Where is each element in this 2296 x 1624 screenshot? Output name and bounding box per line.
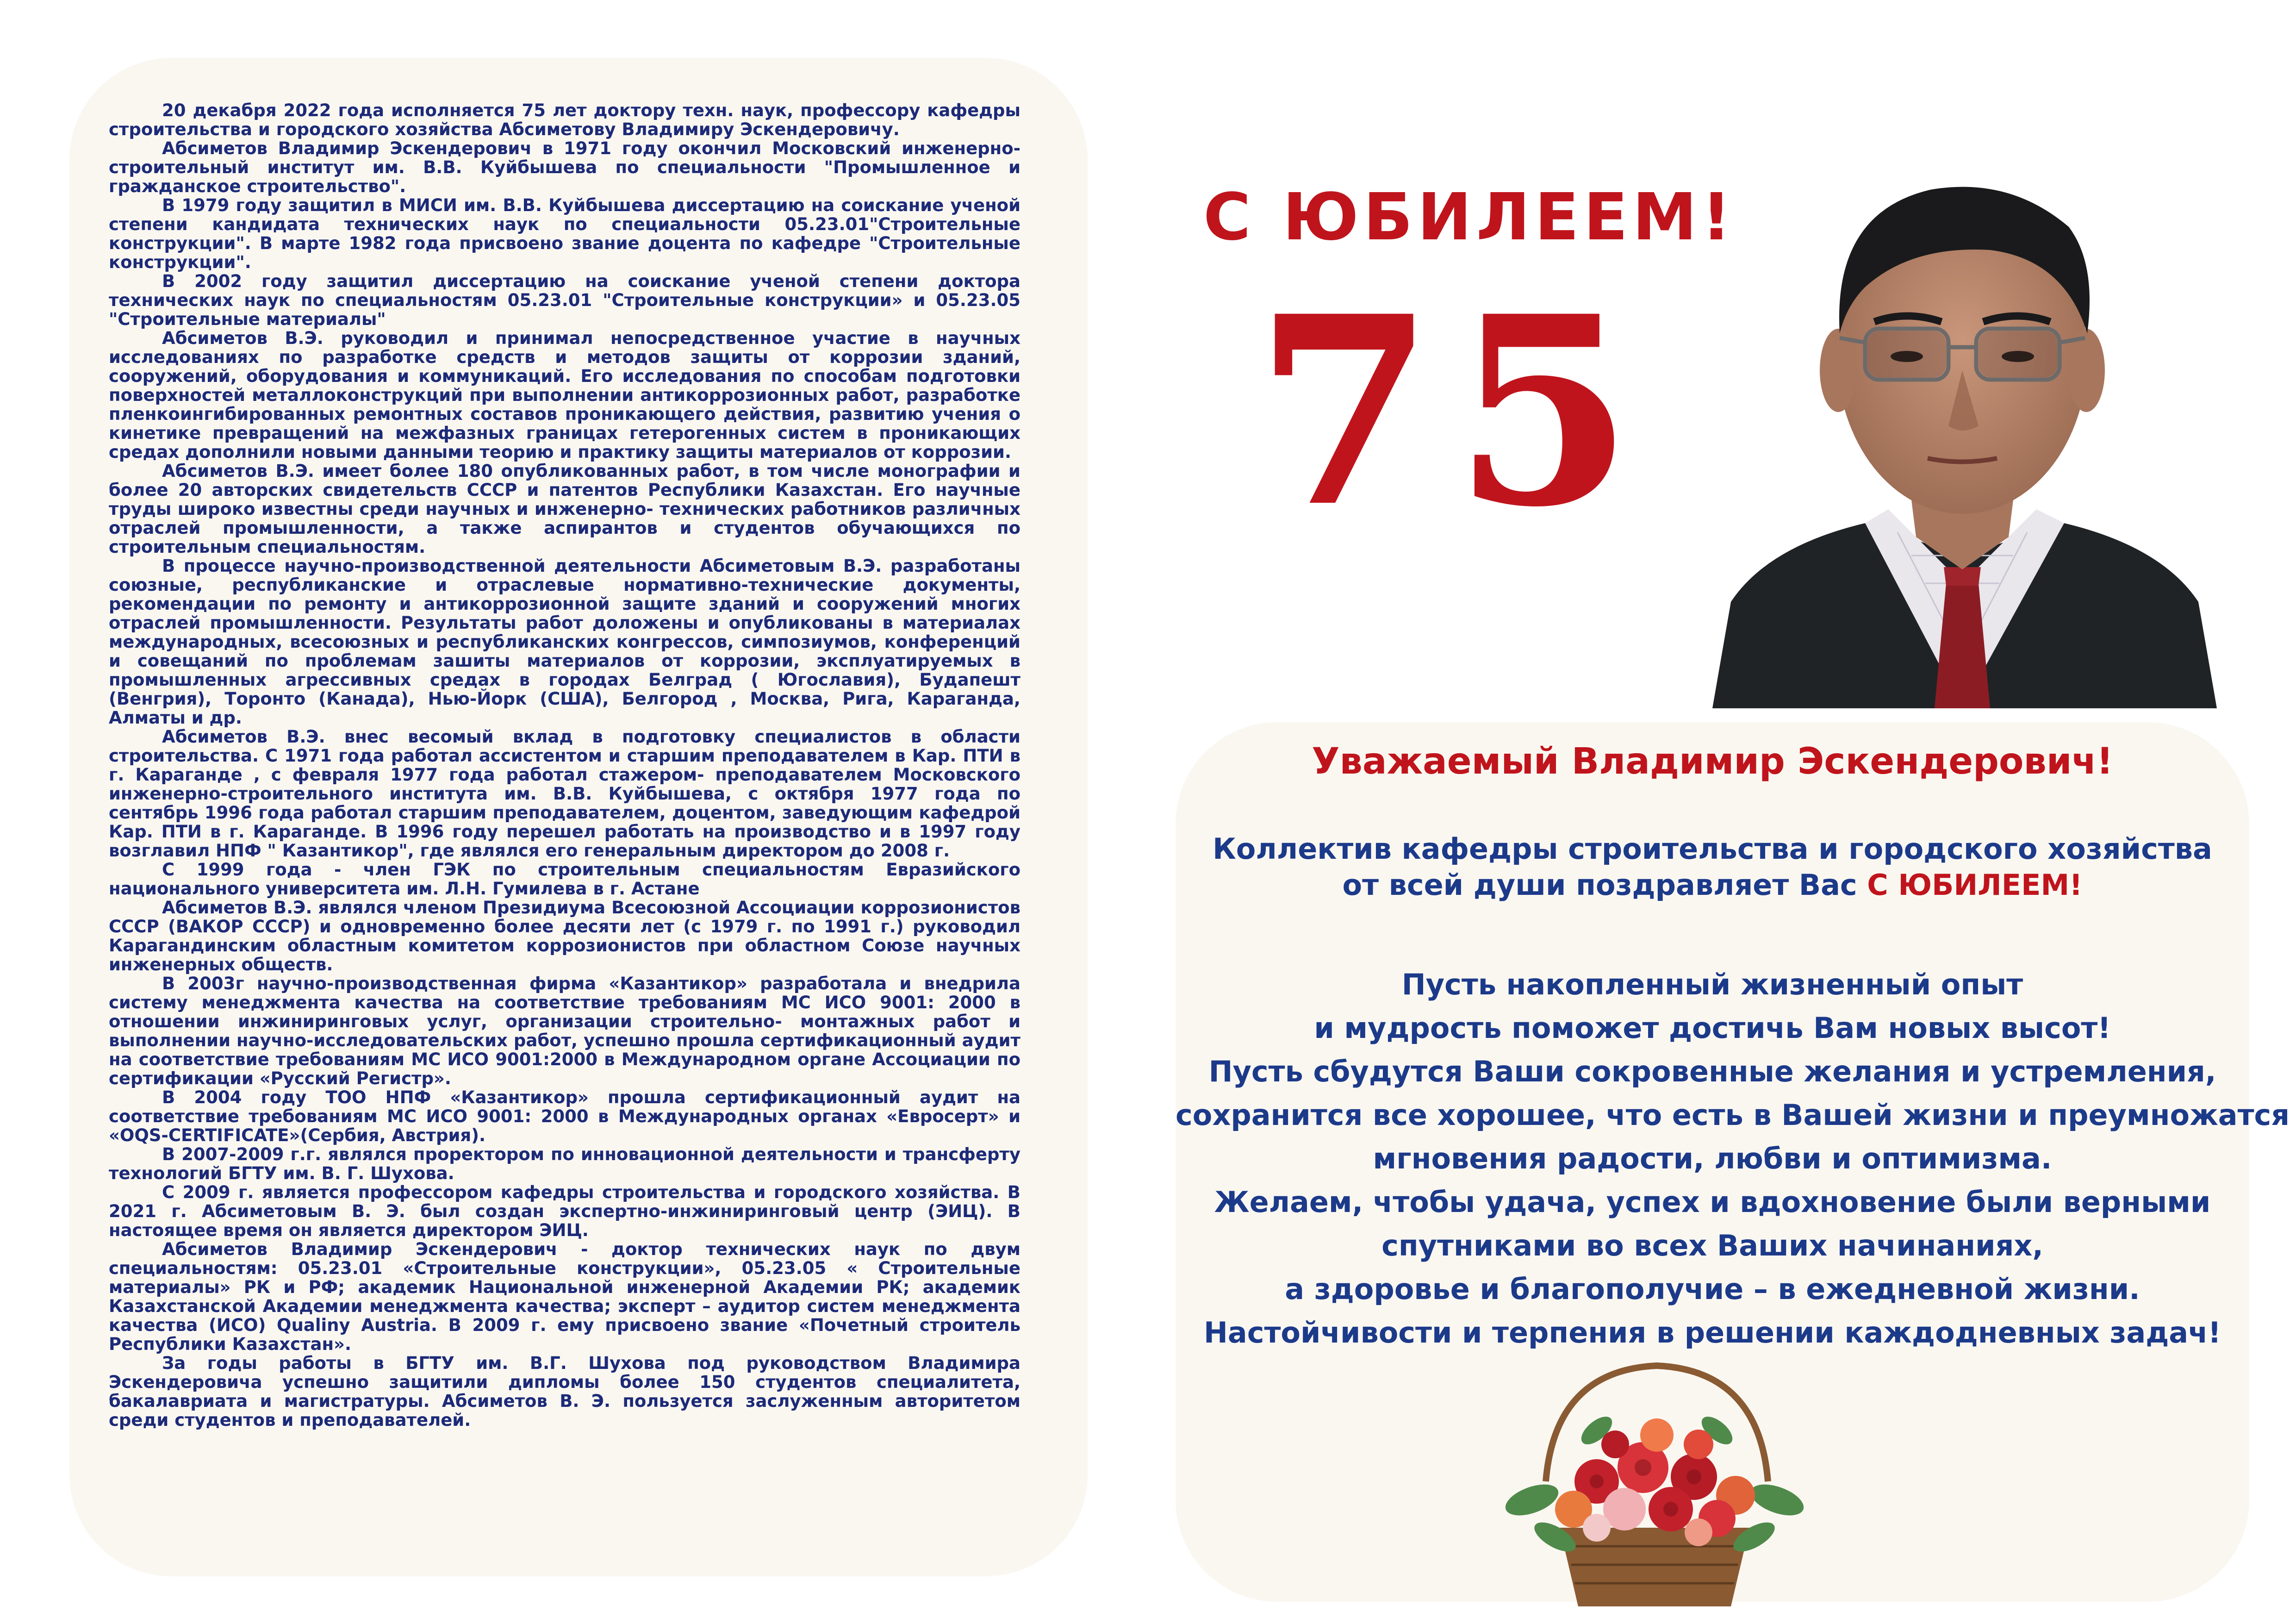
bio-paragraph: Абсиметов Владимир Эскендерович - доктор технических наук по двум специальностям: 05.23.01 «Строительные конструкции», 05.23.05 « Строительные материалы» РК и РФ; академик Национальной инженерной Академии РК; академик Казахстанской Академии менеджмента качества; эксперт – аудитор систем менеджмента качества (ИСО) Qualiny Austria. В 2009 г. ему присвоено звание «Почетный строитель Республики Казахстан». (109, 1239, 1020, 1354)
bio-paragraph: Абсиметов В.Э. руководил и принимал непосредственное участие в научных исследованиях по разработке средств и методов защиты от коррозии зданий, сооружений, оборудования и коммуникаций. Его исследования по способам подготовки поверхностей металлоконструкций при выполнении антикоррозионных работ, разработке пленкоингибированных ремонтных составов проникающего действия, развитию учения о кинетике превращений на межфазных границах гетерогенных систем в проникающих средах дополнили новыми данными теорию и практику защиты материалов от коррозии. (109, 328, 1020, 462)
wishes-text (1176, 963, 2290, 1355)
wish-line: спутниками во всех Ваших начинаниях, (1381, 1229, 2043, 1262)
bio-paragraph: В 2007-2009 г.г. являлся проректором по инновационной деятельности и трансферту технологий БГТУ им. В. Г. Шухова. (109, 1144, 1020, 1183)
bio-paragraph: Абсиметов В.Э. имеет более 180 опубликованных работ, в том числе монографии и более 20 авторских свидетельств СССР и патентов Республики Казахстан. Его научные труды широко известны среди научных и инженерно- технических работников различных отраслей промышленности, а также аспирантов и студентов обучающихся по строительным специальностям. (109, 461, 1020, 557)
wish-line: Пусть сбудутся Ваши сокровенные желания и устремления, (1208, 1055, 2216, 1088)
wish-line: Пусть накопленный жизненный опыт (1401, 968, 2023, 1001)
bio-paragraph: 20 декабря 2022 года исполняется 75 лет доктору техн. наук, профессору кафедры строительства и городского хозяйства Абсиметову Владимиру Эскендеровичу. (109, 100, 1020, 139)
wish-line: сохранится все хорошее, что есть в Вашей жизни и преумножатся (1176, 1098, 2290, 1132)
wish-line: а здоровье и благополучие – в ежедневной жизни. (1285, 1272, 2140, 1306)
bio-paragraph: В 2002 году защитил диссертацию на соискание ученой степени доктора технических наук по специальностям 05.23.01 "Строительные конструкции» и 05.23.05 "Строительные материалы" (109, 271, 1020, 329)
wish-line: и мудрость поможет достичь Вам новых высот! (1314, 1011, 2111, 1045)
intro-line (1176, 867, 2249, 903)
jubilee-title: С ЮБИЛЕЕМ! (1203, 180, 1736, 255)
bio-paragraph: Абсиметов В.Э. являлся членом Президиума Всесоюзной Ассоциации коррозионистов СССР (ВАКОР СССР) и одновременно более десяти лет (с 1979 г. по 1991 г.) руководил Карагандинским областным комитетом коррозионистов при областном Союзе научных инженерных обществ. (109, 898, 1020, 974)
intro-line: Коллектив кафедры строительства и городского хозяйства (1213, 832, 2212, 866)
intro-text (1176, 831, 2249, 903)
wish-line: Настойчивости и терпения в решении каждодневных задач! (1204, 1316, 2221, 1349)
bio-paragraph: Абсиметов В.Э. внес весомый вклад в подготовку специалистов в области строительства. С 1971 года работал ассистентом и старшим преподавателем в Кар. ПТИ в г. Караганде , с февраля 1977 года работал стажером- преподавателем Московского инженерно-строительного института им. В.В. Куйбышева, с октября 1977 года по сентябрь 1996 года работал старшим преподавателем, доцентом, заведующим кафедрой Кар. ПТИ в г. Караганде. В 1996 году перешел работать на производство и в 1997 году возглавил НПФ " Казантикор", где являлся его генеральным директором до 2008 г. (109, 727, 1020, 861)
bio-paragraph: С 2009 г. является профессором кафедры строительства и городского хозяйства. В 2021 г. Абсиметовым В. Э. был создан экспертно-инжиниринговый центр (ЭИЦ). В настоящее время он является директором ЭИЦ. (109, 1182, 1020, 1240)
flower-basket (1504, 1361, 1805, 1611)
bio-paragraph: За годы работы в БГТУ им. В.Г. Шухова под руководством Владимира Эскендеровича успешно защитили дипломы более 150 студентов специалитета, бакалавриата и магистратуры. Абсиметов В. Э. пользуется заслуженным авторитетом среди студентов и преподавателей. (109, 1353, 1020, 1430)
intro-accent: С ЮБИЛЕЕМ! (1867, 868, 2083, 902)
bio-paragraph: В процессе научно-производственной деятельности Абсиметовым В.Э. разработаны союзные, республиканские и отраслевые нормативно-технические документы, рекомендации по ремонту и антикоррозионной защите зданий и сооружений многих отраслей промышленности. Результаты работ доложены и опубликованы в материалах международных, всесоюзных и республиканских конгрессов, симпозиумов, конференций и совещаний по проблемам зашиты материалов от коррозии, эксплуатируемых в промышленных агрессивных средах в городах Белград ( Югославия), Будапешт (Венгрия), Торонто (Канада), Нью-Йорк (США), Белгород , Москва, Рига, Караганда, Алматы и др. (109, 556, 1020, 728)
intro-line-text: от всей души поздравляет Вас (1342, 868, 1867, 902)
bio-paragraph: Абсиметов Владимир Эскендерович в 1971 году окончил Московский инженерно-строительный институт им. В.В. Куйбышева по специальности "Промышленное и гражданское строительство". (109, 138, 1020, 196)
bio-text (109, 101, 1020, 1430)
wish-line: Желаем, чтобы удача, успех и вдохновение были верными (1214, 1185, 2211, 1219)
bio-paragraph: С 1999 года - член ГЭК по строительным специальностям Евразийского национального университета им. Л.Н. Гумилева в г. Астане (109, 860, 1020, 899)
bio-paragraph: В 2003г научно-производственная фирма «Казантикор» разработала и внедрила систему менеджмента качества на соответствие требованиям МС ИСО 9001: 2000 в отношении инжиниринговых услуг, организации строительно- монтажных работ и выполнении научно-исследовательских работ, успешно прошла сертификационный аудит на соответствие требованиям МС ИСО 9001:2000 в Международном органе Ассоциации по сертификации «Русский Регистр». (109, 974, 1020, 1088)
wish-line: мгновения радости, любви и оптимизма. (1373, 1142, 2052, 1175)
bio-paragraph: В 1979 году защитил в МИСИ им. В.В. Куйбышева диссертацию на соискание ученой степени кандидата технических наук по специальности 05.23.01"Строительные конструкции". В марте 1982 года присвоено звание доцента по кафедре "Строительные конструкции". (109, 195, 1020, 272)
age-number: 75 (1254, 260, 1652, 564)
bio-paragraph: В 2004 году ТОО НПФ «Казантикор» прошла сертификационный аудит на соответствие требованиям МС ИСО 9001: 2000 в Международных органах «Евросерт» и «OQS-CERTIFICATE»(Сербия, Австрия). (109, 1087, 1020, 1145)
portrait-photo (1712, 139, 2217, 708)
greeting-heading: Уважаемый Владимир Эскендерович! (1312, 741, 2113, 782)
